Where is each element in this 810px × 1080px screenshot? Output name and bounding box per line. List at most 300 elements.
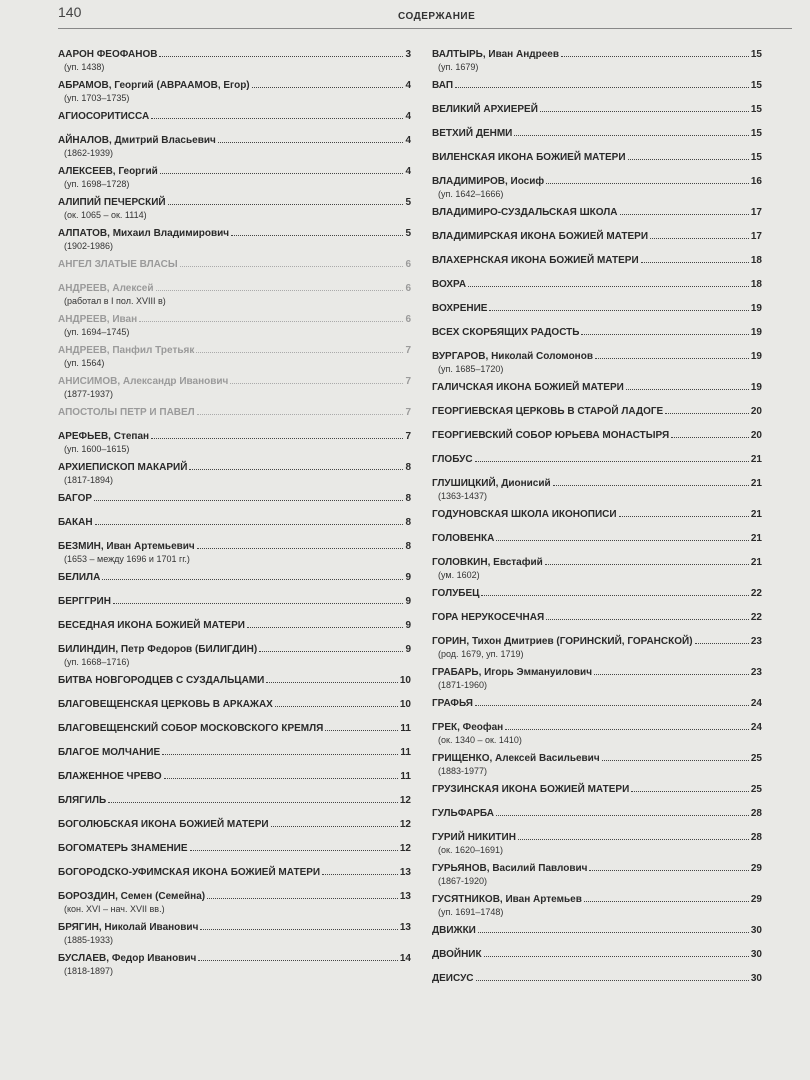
dot-leader [180, 266, 404, 267]
dot-leader [518, 839, 749, 840]
dot-leader [475, 461, 749, 462]
toc-entry-name: ВАП [432, 80, 454, 91]
toc-entry-dates: (уп. 1698–1728) [64, 179, 130, 189]
toc-entry [58, 722, 411, 735]
toc-entry [58, 794, 411, 807]
toc-entry-name: ГУРЬЯНОВ, Василий Павлович [432, 863, 588, 874]
toc-entry-name: АНДРЕЕВ, Иван [58, 314, 138, 325]
dot-leader [626, 389, 749, 390]
toc-entry-row [432, 350, 762, 363]
dot-leader [455, 87, 749, 88]
toc-entry-row [432, 151, 762, 164]
toc-entry-page: 13 [399, 891, 411, 902]
toc-entry-page: 8 [405, 493, 411, 504]
toc-entry [432, 752, 762, 777]
toc-entry-name: БЛАЖЕННОЕ ЧРЕВО [58, 771, 162, 782]
toc-entry-name: БЛАГОЕ МОЛЧАНИЕ [58, 747, 161, 758]
toc-entry-dates: (1817-1894) [64, 475, 114, 485]
dot-leader [325, 730, 398, 731]
toc-entry-row [432, 508, 762, 521]
toc-entry-row [432, 103, 762, 116]
toc-entry-name: АБРАМОВ, Георгий (АВРААМОВ, Егор) [58, 80, 250, 91]
toc-entry-dates: (уп. 1679) [438, 62, 479, 72]
toc-entry [58, 406, 411, 419]
toc-entry [58, 48, 411, 73]
toc-entry-page: 30 [750, 949, 762, 960]
toc-entry-page: 9 [405, 596, 411, 607]
toc-entry-name: ГОРИН, Тихон Дмитриев (ГОРИНСКИЙ, ГОРАНСКОЙ) [432, 636, 693, 647]
toc-entry-row [432, 924, 762, 937]
toc-entry [432, 326, 762, 339]
toc-entry-name: ГУЛЬФАРБА [432, 808, 494, 819]
toc-entry-name: ГРИЩЕНКО, Алексей Васильевич [432, 753, 600, 764]
toc-entry [58, 643, 411, 668]
dot-leader [197, 414, 404, 415]
dot-leader [271, 826, 398, 827]
toc-column-right [432, 48, 762, 996]
toc-entry-page: 14 [399, 953, 411, 964]
dot-leader [620, 214, 749, 215]
dot-leader [540, 111, 749, 112]
dot-leader [595, 358, 749, 359]
toc-entry-dates: (1867-1920) [438, 876, 488, 886]
dot-leader [496, 540, 749, 541]
toc-entry-page: 9 [405, 572, 411, 583]
toc-entry-page: 6 [405, 283, 411, 294]
toc-entry-name: БАГОР [58, 493, 93, 504]
dot-leader [230, 383, 403, 384]
toc-entry [432, 508, 762, 521]
toc-entry [432, 721, 762, 746]
toc-entry-dates: (уп. 1438) [64, 62, 105, 72]
toc-entry-name: ГОЛУБЕЦ [432, 588, 480, 599]
toc-entry-name: АЛПАТОВ, Михаил Владимирович [58, 228, 230, 239]
toc-entry-row [432, 611, 762, 624]
toc-entry-row [432, 972, 762, 985]
toc-entry-row [432, 862, 762, 875]
toc-entry-page: 15 [750, 128, 762, 139]
dot-leader [589, 870, 748, 871]
dot-leader [95, 524, 404, 525]
toc-entry-row [432, 666, 762, 679]
toc-entry-name: ВЛАДИМИРСКАЯ ИКОНА БОЖИЕЙ МАТЕРИ [432, 231, 649, 242]
toc-entry-name: БОГОМАТЕРЬ ЗНАМЕНИЕ [58, 843, 188, 854]
dot-leader [196, 352, 403, 353]
toc-entry-name: ГЕОРГИЕВСКИЙ СОБОР ЮРЬЕВА МОНАСТЫРЯ [432, 430, 670, 441]
toc-entry-row [58, 196, 411, 209]
toc-entry-name: ГОЛОВКИН, Евстафий [432, 557, 543, 568]
toc-entry-name: АНИСИМОВ, Александр Иванович [58, 376, 229, 387]
toc-entry-page: 23 [750, 667, 762, 678]
toc-entry [58, 196, 411, 221]
toc-entry-row [432, 254, 762, 267]
toc-entry-name: ДВОЙНИК [432, 949, 482, 960]
toc-entry-row [58, 258, 411, 271]
toc-entry-row [58, 921, 411, 934]
toc-entry-page: 21 [750, 478, 762, 489]
dot-leader [481, 595, 748, 596]
dot-leader [189, 469, 403, 470]
dot-leader [151, 118, 403, 119]
toc-entry-page: 7 [405, 376, 411, 387]
dot-leader [476, 980, 749, 981]
toc-entry [432, 948, 762, 961]
toc-entry [432, 206, 762, 219]
dot-leader [94, 500, 403, 501]
dot-leader [164, 778, 399, 779]
toc-entry [58, 842, 411, 855]
toc-entry [58, 674, 411, 687]
toc-entry-page: 8 [405, 462, 411, 473]
toc-entry-dates: (уп. 1703–1735) [64, 93, 130, 103]
toc-entry [432, 127, 762, 140]
toc-entry-row [432, 807, 762, 820]
toc-entry-page: 16 [750, 176, 762, 187]
toc-entry-page: 21 [750, 454, 762, 465]
toc-entry-dates: (1862-1939) [64, 148, 114, 158]
dot-leader [478, 932, 749, 933]
toc-entry [432, 924, 762, 937]
toc-entry [58, 866, 411, 879]
toc-entry [58, 571, 411, 584]
toc-entry-row [58, 134, 411, 147]
toc-entry-row [432, 302, 762, 315]
toc-entry-row [58, 516, 411, 529]
toc-entry-page: 25 [750, 784, 762, 795]
toc-entry-dates: (1885-1933) [64, 935, 114, 945]
toc-entry-name: ГЕОРГИЕВСКАЯ ЦЕРКОВЬ В СТАРОЙ ЛАДОГЕ [432, 406, 664, 417]
toc-entry-page: 29 [750, 894, 762, 905]
toc-entry-row [432, 48, 762, 61]
toc-entry-name: АПОСТОЛЫ ПЕТР И ПАВЕЛ [58, 407, 195, 418]
toc-entry-page: 28 [750, 808, 762, 819]
toc-entry-page: 8 [405, 541, 411, 552]
toc-entry-name: БИЛИНДИН, Петр Федоров (БИЛИГДИН) [58, 644, 258, 655]
toc-entry-name: АЙНАЛОВ, Дмитрий Власьевич [58, 135, 216, 146]
toc-entry-page: 12 [399, 795, 411, 806]
toc-entry [432, 532, 762, 545]
toc-entry-dates: (1877-1937) [64, 389, 114, 399]
toc-entry-row [58, 492, 411, 505]
toc-entry-page: 30 [750, 925, 762, 936]
dot-leader [197, 548, 404, 549]
dot-leader [156, 290, 404, 291]
toc-entry-row [432, 206, 762, 219]
toc-entry [432, 405, 762, 418]
dot-leader [190, 850, 398, 851]
dot-leader [139, 321, 403, 322]
toc-entry-name: БУСЛАЕВ, Федор Иванович [58, 953, 197, 964]
toc-entry [432, 254, 762, 267]
toc-entry-dates: (1653 – между 1696 и 1701 гг.) [64, 554, 190, 564]
toc-entry-dates: (работал в I пол. XVIII в) [64, 296, 166, 306]
dot-leader [252, 87, 404, 88]
toc-entry-dates: (уп. 1691–1748) [438, 907, 504, 917]
toc-column-left [58, 48, 411, 983]
toc-entry-page: 8 [405, 517, 411, 528]
toc-entry [58, 344, 411, 369]
toc-entry-name: ГРУЗИНСКАЯ ИКОНА БОЖИЕЙ МАТЕРИ [432, 784, 630, 795]
toc-entry-row [432, 405, 762, 418]
toc-entry-name: БЕСЕДНАЯ ИКОНА БОЖИЕЙ МАТЕРИ [58, 620, 245, 631]
toc-entry-name: АНДРЕЕВ, Панфил Третьяк [58, 345, 195, 356]
toc-entry-row [432, 477, 762, 490]
toc-entry-row [432, 127, 762, 140]
toc-entry-name: АНГЕЛ ЗЛАТЫЕ ВЛАСЫ [58, 259, 178, 270]
dot-leader [628, 159, 749, 160]
dot-leader [546, 183, 749, 184]
toc-entry [432, 79, 762, 92]
dot-leader [247, 627, 403, 628]
toc-entry-row [58, 110, 411, 123]
toc-entry-page: 19 [750, 351, 762, 362]
dot-leader [102, 579, 403, 580]
toc-entry-name: БЕРГГРИН [58, 596, 111, 607]
toc-entry-row [58, 571, 411, 584]
dot-leader [231, 235, 403, 236]
dot-leader [113, 603, 403, 604]
toc-entry-page: 5 [405, 197, 411, 208]
toc-entry-row [58, 282, 411, 295]
toc-entry [58, 492, 411, 505]
toc-entry-name: ВЛАДИМИРО-СУЗДАЛЬСКАЯ ШКОЛА [432, 207, 618, 218]
dot-leader [218, 142, 404, 143]
toc-entry [432, 697, 762, 710]
toc-entry-name: БИТВА НОВГОРОДЦЕВ С СУЗДАЛЬЦАМИ [58, 675, 265, 686]
toc-entry-row [58, 770, 411, 783]
toc-entry-name: ВЛАДИМИРОВ, Иосиф [432, 176, 545, 187]
dot-leader [160, 173, 404, 174]
toc-entry-dates: (1871-1960) [438, 680, 488, 690]
toc-entry [432, 893, 762, 918]
toc-entry-page: 3 [405, 49, 411, 60]
toc-entry-name: ВЕТХИЙ ДЕНМИ [432, 128, 513, 139]
toc-entry-page: 21 [750, 533, 762, 544]
toc-entry-name: БРЯГИН, Николай Иванович [58, 922, 199, 933]
toc-entry-name: АЛЕКСЕЕВ, Георгий [58, 166, 158, 177]
toc-entry-page: 4 [405, 111, 411, 122]
toc-entry-page: 20 [750, 430, 762, 441]
toc-entry-name: ГЛОБУС [432, 454, 473, 465]
dot-leader [581, 334, 748, 335]
toc-entry-dates: (уп. 1600–1615) [64, 444, 130, 454]
toc-entry-row [432, 697, 762, 710]
toc-entry-page: 18 [750, 255, 762, 266]
dot-leader [275, 706, 398, 707]
dot-leader [545, 564, 749, 565]
dot-leader [665, 413, 749, 414]
toc-entry-page: 15 [750, 80, 762, 91]
toc-entry-row [432, 278, 762, 291]
toc-entry-row [58, 643, 411, 656]
toc-entry-dates: (ум. 1602) [438, 570, 480, 580]
toc-entry-dates: (уп. 1694–1745) [64, 327, 130, 337]
toc-entry-page: 7 [405, 345, 411, 356]
toc-entry-name: ГЛУШИЦКИЙ, Дионисий [432, 478, 551, 489]
toc-entry [58, 540, 411, 565]
toc-entry-name: БЕЛИЛА [58, 572, 101, 583]
toc-entry-dates: (кон. XVI – нач. XVII вв.) [64, 904, 165, 914]
dot-leader [594, 674, 749, 675]
toc-entry [432, 453, 762, 466]
toc-entry-name: ВЛАХЕРНСКАЯ ИКОНА БОЖИЕЙ МАТЕРИ [432, 255, 639, 266]
toc-entry-page: 22 [750, 612, 762, 623]
toc-entry-page: 9 [405, 620, 411, 631]
toc-entry-row [432, 230, 762, 243]
toc-entry-row [58, 746, 411, 759]
toc-entry [58, 430, 411, 455]
toc-entry-page: 11 [400, 747, 411, 758]
toc-entry-row [432, 587, 762, 600]
dot-leader [584, 901, 749, 902]
toc-entry-page: 19 [750, 327, 762, 338]
toc-entry-row [58, 227, 411, 240]
toc-entry [58, 282, 411, 307]
toc-entry-row [58, 674, 411, 687]
toc-entry-name: АГИОСОРИТИССА [58, 111, 150, 122]
toc-entry-page: 28 [750, 832, 762, 843]
toc-entry-page: 5 [405, 228, 411, 239]
dot-leader [489, 310, 748, 311]
toc-entry-name: БОРОЗДИН, Семен (Семейна) [58, 891, 206, 902]
toc-entry [58, 921, 411, 946]
toc-entry [58, 313, 411, 338]
toc-entry-page: 4 [405, 135, 411, 146]
toc-entry [58, 619, 411, 632]
toc-entry-page: 24 [750, 722, 762, 733]
toc-entry [58, 461, 411, 486]
toc-entry [58, 952, 411, 977]
toc-entry-name: БОГОЛЮБСКАЯ ИКОНА БОЖИЕЙ МАТЕРИ [58, 819, 269, 830]
toc-entry-page: 9 [405, 644, 411, 655]
toc-entry-page: 25 [750, 753, 762, 764]
toc-entry [432, 807, 762, 820]
toc-entry-page: 19 [750, 382, 762, 393]
toc-entry-page: 12 [399, 819, 411, 830]
toc-entry-row [432, 79, 762, 92]
dot-leader [259, 651, 403, 652]
toc-entry [58, 746, 411, 759]
toc-entry [432, 350, 762, 375]
toc-entry-dates: (род. 1679, уп. 1719) [438, 649, 524, 659]
toc-entry [432, 635, 762, 660]
dot-leader [695, 643, 749, 644]
toc-entry-row [432, 752, 762, 765]
toc-entry-page: 17 [750, 231, 762, 242]
toc-entry-name: АРЕФЬЕВ, Степан [58, 431, 150, 442]
dot-leader [553, 485, 749, 486]
toc-entry-name: ГУСЯТНИКОВ, Иван Артемьев [432, 894, 582, 905]
toc-entry [58, 227, 411, 252]
toc-entry-row [432, 556, 762, 569]
header-rule [58, 28, 792, 29]
toc-entry [58, 258, 411, 271]
toc-entry-dates: (уп. 1668–1716) [64, 657, 130, 667]
toc-entry-name: ГРАФЬЯ [432, 698, 473, 709]
toc-entry-page: 15 [750, 152, 762, 163]
dot-leader [546, 619, 749, 620]
toc-entry [432, 666, 762, 691]
dot-leader [619, 516, 749, 517]
toc-entry [58, 134, 411, 159]
toc-entry-name: АРХИЕПИСКОП МАКАРИЙ [58, 462, 188, 473]
toc-entry-row [58, 890, 411, 903]
toc-entry-row [432, 429, 762, 442]
toc-entry-row [432, 326, 762, 339]
toc-entry-row [58, 79, 411, 92]
toc-entry-row [58, 698, 411, 711]
toc-entry-row [58, 540, 411, 553]
toc-entry-name: ГУРИЙ НИКИТИН [432, 832, 516, 843]
toc-entry-row [432, 453, 762, 466]
toc-entry-dates: (уп. 1642–1666) [438, 189, 504, 199]
toc-entry-dates: (1363-1437) [438, 491, 488, 501]
toc-entry-page: 15 [750, 104, 762, 115]
dot-leader [207, 898, 398, 899]
toc-entry-name: БЛАГОВЕЩЕНСКИЙ СОБОР МОСКОВСКОГО КРЕМЛЯ [58, 723, 324, 734]
toc-entry-dates: (ок. 1340 – ок. 1410) [438, 735, 522, 745]
toc-entry [58, 516, 411, 529]
toc-entry-dates: (1902-1986) [64, 241, 114, 251]
toc-entry-dates: (уп. 1564) [64, 358, 105, 368]
toc-entry [432, 862, 762, 887]
toc-entry-page: 6 [405, 314, 411, 325]
dot-leader [631, 791, 749, 792]
page-title: СОДЕРЖАНИЕ [398, 11, 476, 22]
toc-entry-name: ВОХРА [432, 279, 467, 290]
toc-entry [432, 429, 762, 442]
toc-entry-row [432, 893, 762, 906]
toc-entry-page: 7 [405, 431, 411, 442]
toc-entry-page: 7 [405, 407, 411, 418]
toc-entry [432, 556, 762, 581]
toc-entry-page: 21 [750, 557, 762, 568]
toc-entry-name: ВОХРЕНИЕ [432, 303, 488, 314]
toc-entry-row [58, 818, 411, 831]
toc-entry-page: 10 [399, 675, 411, 686]
toc-entry [432, 831, 762, 856]
toc-entry-dates: (уп. 1685–1720) [438, 364, 504, 374]
toc-entry-name: БАКАН [58, 517, 93, 528]
toc-entry [432, 381, 762, 394]
toc-entry-page: 21 [750, 509, 762, 520]
dot-leader [484, 956, 749, 957]
toc-entry-row [58, 344, 411, 357]
toc-entry [58, 110, 411, 123]
toc-entry [432, 611, 762, 624]
toc-entry-row [58, 619, 411, 632]
toc-entry [58, 890, 411, 915]
toc-entry-dates: (ок. 1620–1691) [438, 845, 503, 855]
toc-entry-row [432, 381, 762, 394]
toc-entry-row [58, 430, 411, 443]
toc-entry-name: ВЕЛИКИЙ АРХИЕРЕЙ [432, 104, 538, 115]
dot-leader [475, 705, 749, 706]
toc-entry [432, 783, 762, 796]
toc-entry-name: ДВИЖКИ [432, 925, 476, 936]
toc-entry-name: ГАЛИЧСКАЯ ИКОНА БОЖИЕЙ МАТЕРИ [432, 382, 624, 393]
toc-entry-row [58, 165, 411, 178]
dot-leader [650, 238, 749, 239]
toc-entry-page: 29 [750, 863, 762, 874]
toc-entry-name: ГРЕК, Феофан [432, 722, 504, 733]
toc-entry-page: 12 [399, 843, 411, 854]
toc-entry-row [432, 532, 762, 545]
toc-entry-row [432, 635, 762, 648]
dot-leader [151, 438, 403, 439]
dot-leader [266, 682, 398, 683]
dot-leader [322, 874, 398, 875]
